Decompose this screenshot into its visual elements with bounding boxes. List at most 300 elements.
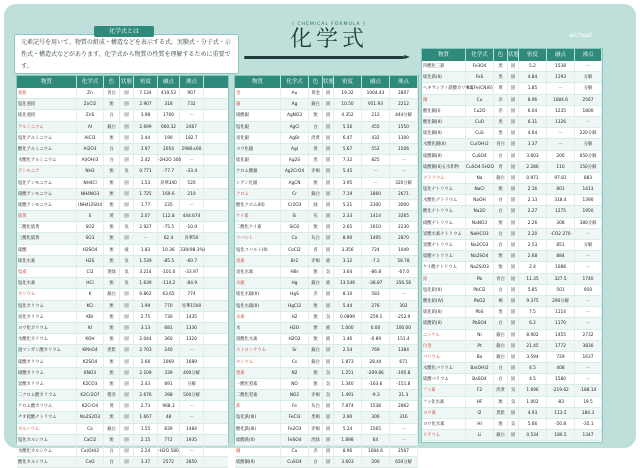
table-cell: 無	[104, 334, 120, 344]
table-cell: 3.603	[334, 457, 362, 467]
table-cell: 銀白	[494, 330, 508, 340]
table-cell: 水酸化カリウム	[17, 334, 77, 344]
table-cell: NO2	[281, 390, 309, 400]
table-cell: NaCl	[466, 184, 494, 194]
table-cell: 2.07	[134, 211, 158, 221]
table-cell: ニッケル	[422, 330, 466, 340]
table-cell: ナトリウム	[422, 173, 466, 183]
table-cell: Ag2CrO4	[281, 166, 309, 176]
table-cell: Cu	[281, 446, 309, 456]
column-header: 沸点	[180, 76, 204, 88]
table-cell: 1084.6	[547, 95, 575, 105]
table-cell: 97.81	[547, 173, 575, 183]
table-cell: 固	[323, 401, 334, 411]
table-cell: 酸化クロム(III)	[235, 200, 281, 210]
table-cell: 固	[508, 363, 519, 373]
table-cell: 亜鉛	[17, 88, 77, 98]
table-cell: －	[362, 178, 390, 188]
table-cell: 2.4	[519, 262, 547, 272]
table-cell: －	[547, 83, 575, 93]
table-cell: 銀白	[104, 289, 120, 299]
logo: archeat.	[569, 32, 594, 39]
table-cell: 気	[323, 390, 334, 400]
table-cell: チオ硫酸ナトリウム	[17, 412, 77, 422]
table-header-3	[422, 49, 602, 61]
table-cell: 318	[158, 99, 180, 109]
table-cell: 769	[362, 345, 390, 355]
table-cell: -2H2O 300	[158, 155, 180, 165]
table-cell: -33.97	[180, 267, 204, 277]
table-cell: 1275	[547, 206, 575, 216]
table-row	[235, 368, 418, 379]
table-cell: 硫化水銀(II)	[235, 289, 281, 299]
table-cell: 419.53	[158, 88, 180, 98]
table-cell: NO	[281, 379, 309, 389]
table-row	[422, 229, 602, 240]
table-row	[235, 412, 418, 423]
table-cell: 硝酸銀	[235, 110, 281, 120]
table-cell: 銀白	[309, 278, 323, 288]
table-cell: 650分解	[390, 457, 418, 467]
table-cell: ストロンチウム	[235, 345, 281, 355]
table-cell: －	[547, 128, 575, 138]
table-cell: Ca(OH)2	[77, 446, 104, 456]
table-cell: 681	[158, 323, 180, 333]
table-cell: 2980±60	[180, 144, 204, 154]
table-cell: Zn	[77, 88, 104, 98]
table-row	[422, 162, 602, 173]
table-cell: 772	[158, 435, 180, 445]
table-cell: 1330	[180, 323, 204, 333]
table-cell: 無	[494, 184, 508, 194]
table-cell: 1.77	[134, 200, 158, 210]
table-cell: -CO2 270	[547, 229, 575, 239]
table-cell: PbSO4	[466, 318, 494, 328]
table-cell: 固	[120, 99, 134, 109]
table-cell: 無	[309, 312, 323, 322]
table-row	[17, 245, 228, 256]
table-cell: 赤	[494, 95, 508, 105]
table-cell: Cs	[281, 357, 309, 367]
table-cell: 730	[158, 312, 180, 322]
table-cell: 302	[390, 301, 418, 311]
table-cell: 固	[323, 144, 334, 154]
table-cell: Ni	[466, 330, 494, 340]
table-row	[422, 285, 602, 296]
table-cell: 固	[120, 357, 134, 367]
table-cell: 330(98.3%)	[180, 245, 204, 255]
table-cell: Na2SiO3	[466, 262, 494, 272]
table-cell: 黒	[494, 307, 508, 317]
table-cell: 気	[323, 379, 334, 389]
table-cell: -35.1	[575, 419, 602, 429]
table-cell: -H2O 580	[158, 446, 180, 456]
column-header: 化学式	[77, 76, 104, 88]
table-cell: 無	[104, 312, 120, 322]
table-cell: CuSO4·5H2O	[466, 162, 494, 172]
table-row	[235, 323, 418, 334]
table-cell: 1.491	[334, 390, 362, 400]
table-cell: －	[575, 307, 602, 317]
table-cell: 2.20	[519, 229, 547, 239]
table-cell: S	[77, 211, 104, 221]
table-row	[422, 296, 602, 307]
table-cell: 339	[158, 368, 180, 378]
table-cell: 淡黄	[494, 385, 508, 395]
table-cell: 398	[158, 390, 180, 400]
table-cell: -33.4	[180, 166, 204, 176]
table-row	[422, 408, 602, 419]
table-cell: 水素	[235, 312, 281, 322]
table-cell: 884	[547, 251, 575, 261]
table-cell: 水	[235, 323, 281, 333]
table-cell: 固	[323, 99, 334, 109]
table-cell: 1.725	[134, 189, 158, 199]
table-cell: フッ素	[422, 385, 466, 395]
column-header: 物質	[422, 49, 466, 61]
table-cell: 硝酸ナトリウム	[422, 218, 466, 228]
table-cell: 固	[120, 334, 134, 344]
table-cell: K2Cr2O7	[77, 390, 104, 400]
table-cell: 固	[120, 312, 134, 322]
table-cell: K	[77, 289, 104, 299]
table-row	[235, 289, 418, 300]
table-cell: リチウム	[422, 430, 466, 440]
table-cell: 酸化銅(I)	[422, 106, 466, 116]
table-cell: －	[180, 446, 204, 456]
table-cell: HgCl2	[281, 301, 309, 311]
table-cell: 赤褐	[309, 166, 323, 176]
table-cell: 硫酸銅(II)	[235, 457, 281, 467]
table-row	[235, 301, 418, 312]
table-cell: 無	[104, 200, 120, 210]
column-header: 沸点	[390, 76, 418, 88]
table-cell: -195.8	[390, 368, 418, 378]
table-cell: －	[390, 166, 418, 176]
table-cell: 四酸化三鉄	[422, 61, 466, 71]
table-cell: 無	[104, 368, 120, 378]
table-cell: シアン化銀	[235, 178, 281, 188]
table-cell: 酸化銅(II)	[422, 117, 466, 127]
table-cell: Cr	[281, 189, 309, 199]
table-cell: 無	[104, 178, 120, 188]
table-row	[17, 166, 228, 177]
table-cell: 固	[120, 424, 134, 434]
table-cell: 銀白	[309, 99, 323, 109]
table-cell: 固	[120, 178, 134, 188]
table-cell: カルシウム	[17, 424, 77, 434]
column-header: 密度	[134, 76, 158, 88]
table-cell: HBr	[281, 267, 309, 277]
table-cell: 固	[323, 211, 334, 221]
table-cell: 固	[120, 368, 134, 378]
column-header: 化学式	[281, 76, 309, 88]
table-cell: 塩化カルシウム	[17, 435, 77, 445]
table-row	[422, 397, 602, 408]
table-cell: 0.862	[134, 289, 158, 299]
table-cell: 固	[323, 245, 334, 255]
table-cell: 銀白	[309, 189, 323, 199]
table-cell: NH4NO3	[77, 189, 104, 199]
table-cell: Ca	[77, 424, 104, 434]
table-cell: 1.46	[334, 334, 362, 344]
table-cell: -67.0	[390, 267, 418, 277]
table-cell: 固	[120, 323, 134, 333]
table-cell: 銀白	[494, 173, 508, 183]
table-cell: 1538	[362, 401, 390, 411]
table-cell: 固	[323, 222, 334, 232]
table-cell: 660.32	[158, 122, 180, 132]
table-cell: 1084.6	[362, 446, 390, 456]
table-cell: 固	[323, 122, 334, 132]
table-cell: 220分解	[575, 128, 602, 138]
table-cell: 2.44	[134, 133, 158, 143]
table-cell: 黒	[494, 128, 508, 138]
table-cell: 固	[508, 341, 519, 351]
table-cell: 無	[309, 301, 323, 311]
table-cell: 2.16	[519, 184, 547, 194]
table-cell: 無	[104, 412, 120, 422]
table-cell: Na2S2O3	[77, 412, 104, 422]
table-cell: 青白	[104, 88, 120, 98]
table-cell: KI	[77, 323, 104, 333]
table-cell: 3.37	[134, 457, 158, 467]
table-row	[422, 206, 602, 217]
table-cell: 1484	[180, 424, 204, 434]
table-cell: KMnO4	[77, 345, 104, 355]
table-cell: 固	[323, 155, 334, 165]
table-cell: 290分解	[547, 296, 575, 306]
table-cell: 灰	[309, 211, 323, 221]
table-cell: 淡黄	[309, 133, 323, 143]
table-cell: K4[Fe(CN)6]	[466, 83, 494, 93]
table-row	[17, 368, 228, 379]
table-cell: 青	[309, 245, 323, 255]
table-cell: 固	[120, 435, 134, 445]
table-row	[422, 251, 602, 262]
table-cell: 硫酸	[17, 245, 77, 255]
table-row	[17, 379, 228, 390]
table-cell: 2.26	[519, 218, 547, 228]
table-cell: 固	[323, 412, 334, 422]
table-cell: 1064.43	[362, 88, 390, 98]
table-row	[17, 357, 228, 368]
table-cell: 2.43	[134, 379, 158, 389]
table-cell: 無	[494, 397, 508, 407]
table-cell: 塩化銀	[235, 122, 281, 132]
table-row	[17, 144, 228, 155]
table-cell: 酸化鉛(IV)	[422, 296, 466, 306]
table-cell: 150分解	[575, 162, 602, 172]
table-row	[422, 83, 602, 94]
table-cell: 1.667	[134, 412, 158, 422]
table-cell: Cr2O3	[281, 200, 309, 210]
table-cell: 白	[494, 229, 508, 239]
table-cell: Hg	[281, 278, 309, 288]
table-cell: BaSO4	[466, 374, 494, 384]
table-cell: 橙赤	[104, 390, 120, 400]
table-cell: 炭酸カリウム	[17, 379, 77, 389]
table-cell: 1935	[180, 435, 204, 445]
table-cell: 774	[180, 289, 204, 299]
table-row	[235, 155, 418, 166]
table-cell: 4.5	[519, 374, 547, 384]
table-cell: 320分解	[390, 178, 418, 188]
table-cell: 2567	[575, 95, 602, 105]
table-cell: 淡緑	[309, 435, 323, 445]
table-cell: 650分解	[575, 151, 602, 161]
table-cell: 169.6	[158, 189, 180, 199]
table-cell: 分解	[575, 72, 602, 82]
table-cell: ケイ酸ナトリウム	[422, 262, 466, 272]
table-cell: 112.8	[158, 211, 180, 221]
table-cell: Ag	[281, 99, 309, 109]
table-cell: 固	[120, 233, 134, 243]
table-cell: ヨウ化水素	[422, 419, 466, 429]
table-cell: 無	[309, 323, 323, 333]
table-cell: 無	[104, 166, 120, 176]
table-row	[235, 122, 418, 133]
table-cell: Cu	[466, 95, 494, 105]
table-cell: 7.874	[334, 401, 362, 411]
chart-board	[4, 4, 636, 466]
table-cell: 白	[309, 457, 323, 467]
table-cell: 昇華50	[180, 233, 204, 243]
table-cell: 1.53	[134, 178, 158, 188]
table-cell: 酸化アルミニウム	[17, 144, 77, 154]
table-cell: 塩化亜鉛	[17, 99, 77, 109]
table-cell: 固	[323, 289, 334, 299]
table-cell: 硫黄	[17, 211, 77, 221]
table-cell: 窒素	[235, 368, 281, 378]
table-cell: 3.98	[134, 110, 158, 120]
table-cell: 硫酸鉄(II)	[235, 435, 281, 445]
table-cell: Si	[281, 211, 309, 221]
table-cell: 1950	[575, 206, 602, 216]
table-cell: 3.95	[334, 178, 362, 188]
table-cell: 444分解	[390, 110, 418, 120]
table-cell: -151.8	[390, 379, 418, 389]
table-row	[422, 218, 602, 229]
table-cell: 825	[362, 155, 390, 165]
table-cell: 固	[120, 88, 134, 98]
table-cell: 1413	[575, 184, 602, 194]
table-cell: 炭酸水素ナトリウム	[422, 229, 466, 239]
table-cell: －	[390, 424, 418, 434]
table-cell: －	[575, 374, 602, 384]
table-cell: 青白	[494, 139, 508, 149]
table-row	[17, 446, 228, 457]
table-row	[235, 345, 418, 356]
column-header: 色	[494, 49, 508, 61]
table-cell: 58.78	[390, 256, 418, 266]
table-cell: 2.044	[134, 334, 158, 344]
table-row	[235, 256, 418, 267]
table-cell: 硫化鉄(II)	[422, 72, 466, 82]
table-cell: SO3	[77, 233, 104, 243]
table-cell: －	[390, 155, 418, 165]
table-cell: 408	[547, 363, 575, 373]
table-cell: 1414	[362, 211, 390, 221]
table-row	[422, 430, 602, 441]
table-cell: －	[575, 296, 602, 306]
table-row	[422, 341, 602, 352]
table-cell: 固	[508, 128, 519, 138]
table-cell: 黒紫	[104, 345, 120, 355]
table-row	[17, 133, 228, 144]
table-cell: 無	[309, 368, 323, 378]
table-cell: 黒	[494, 61, 508, 71]
table-cell: 固	[323, 435, 334, 445]
table-cell: 1538	[547, 61, 575, 71]
table-cell: 白	[494, 240, 508, 250]
table-cell: ヘキサシアノ鉄酸カリウム	[422, 83, 466, 93]
table-cell: 64	[362, 435, 390, 445]
table-cell: 分解	[575, 139, 602, 149]
table-cell: 水酸化銅(II)	[422, 139, 466, 149]
table-cell: -209.86	[362, 368, 390, 378]
table-row	[235, 233, 418, 244]
table-row	[235, 200, 418, 211]
table-cell: 白金	[422, 341, 466, 351]
table-cell: Sr	[281, 345, 309, 355]
table-cell: 2807	[390, 88, 418, 98]
table-cell: 白	[104, 446, 120, 456]
table-cell: 2862	[390, 401, 418, 411]
table-cell: 塩化鉄(III)	[235, 412, 281, 422]
table-cell: 銀白	[309, 357, 323, 367]
table-cell: 水銀	[235, 278, 281, 288]
table-cell: -86.8	[362, 267, 390, 277]
table-cell: 2.13	[519, 195, 547, 205]
table-cell: 19.5	[575, 397, 602, 407]
table-cell: 1565	[362, 424, 390, 434]
table-cell: ヨウ化銀	[235, 144, 281, 154]
table-panel-3	[421, 48, 603, 443]
table-cell: 緑	[309, 200, 323, 210]
table-cell: 1326	[547, 117, 575, 127]
table-cell: 固	[120, 155, 134, 165]
table-row	[17, 289, 228, 300]
table-cell: Na2SO4	[466, 251, 494, 261]
column-header: 色	[104, 76, 120, 88]
table-cell: 三酸化硫黄	[17, 233, 77, 243]
table-cell: 180.5	[547, 430, 575, 440]
table-row	[235, 379, 418, 390]
table-row	[422, 240, 602, 251]
table-cell: 2732	[575, 330, 602, 340]
table-row	[17, 267, 228, 278]
table-cell: 無	[104, 245, 120, 255]
column-header: 密度	[334, 76, 362, 88]
table-body-3	[422, 61, 602, 441]
table-cell: 固	[120, 133, 134, 143]
table-cell: －	[180, 110, 204, 120]
table-cell: 銀白	[104, 122, 120, 132]
table-cell: 200	[547, 151, 575, 161]
table-cell: CuS	[466, 128, 494, 138]
table-cell: 固	[508, 251, 519, 261]
table-cell: 固	[508, 307, 519, 317]
table-cell: Fe2O3	[281, 424, 309, 434]
column-header: 融点	[362, 76, 390, 88]
table-cell: -75.5	[158, 222, 180, 232]
table-cell: 8.96	[519, 95, 547, 105]
table-row	[235, 178, 418, 189]
table-cell: 固	[508, 83, 519, 93]
column-header: 密度	[519, 49, 547, 61]
table-cell: NH4Cl	[77, 178, 104, 188]
